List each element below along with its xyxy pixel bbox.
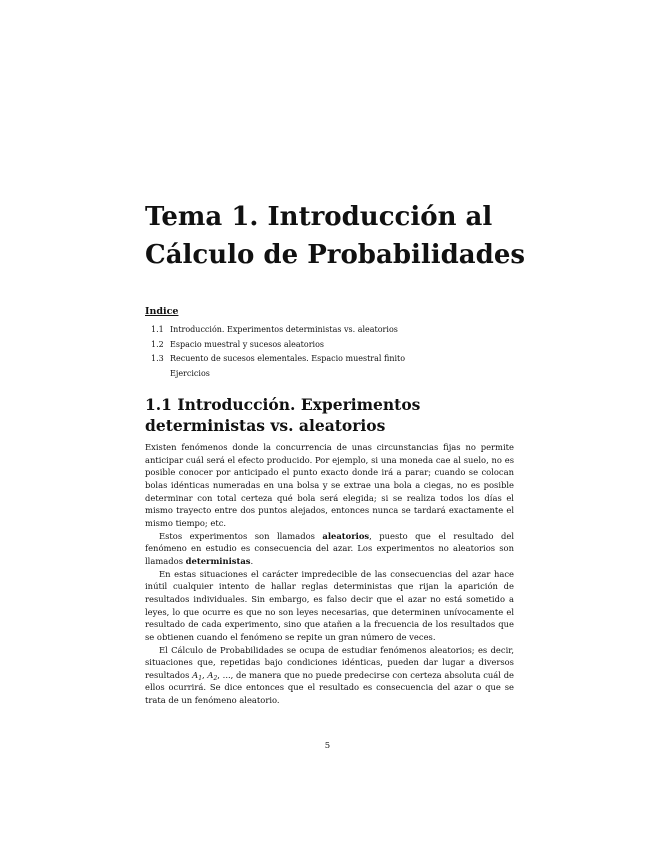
paragraph-4-text-a: El Cálculo de Probabilidades se ocupa de estudiar fenómenos aleatorios; es decir, situaciones que, repetidas bajo condiciones idénticas, pueden dar lugar a diversos resultados	[145, 644, 514, 680]
paragraph-2-text-a: Estos experimentos son llamados	[159, 530, 323, 541]
term-deterministas: deterministas	[185, 555, 251, 566]
chapter-title	[145, 198, 535, 274]
math-variable-a2	[207, 670, 217, 680]
toc-item-ejercicios[interactable]	[170, 367, 525, 382]
toc-item-label: Ejercicios	[170, 368, 210, 378]
math-subscript: 1	[198, 674, 203, 682]
toc-item-label: Espacio muestral y sucesos aleatorios	[170, 339, 324, 349]
toc-item-number: 1.2	[151, 339, 164, 349]
section-title: 1.1 Introducción. Experimentos deterministas vs. aleatorios	[145, 395, 421, 435]
math-variable-a1	[192, 670, 202, 680]
toc-heading: Indice	[145, 306, 179, 317]
paragraph-1: Existen fenómenos donde la concurrencia de unas circunstancias fijas no permite anticipar cuál será el efecto producido. Por ejemplo, si una moneda cae al suelo, no es posible conocer por anticipado el punto exacto donde irá a parar; cuando se colocan bolas idénticas numeradas en una bolsa y se extrae una bola a ciegas, no es posible determinar con total certeza qué bola será elegida; si se realiza todos los días el mismo trayecto entre dos puntos alejados, entonces nunca se tardará exactamente el mismo tiempo; etc.	[145, 442, 514, 528]
chapter-title-line-2: Cálculo de Probabilidades	[145, 240, 526, 270]
math-symbol: A	[192, 669, 199, 680]
math-separator: ,	[202, 669, 208, 680]
toc-item-1-1[interactable]	[151, 323, 525, 338]
math-subscript: 2	[213, 674, 218, 682]
section-body	[145, 441, 514, 707]
page-number: 5	[324, 741, 331, 751]
toc-item-1-2[interactable]	[151, 338, 525, 353]
toc-item-label: Recuento de sucesos elementales. Espacio muestral finito	[170, 354, 406, 363]
toc-list	[145, 323, 525, 381]
term-aleatorios: aleatorios	[322, 530, 370, 541]
toc-item-number: 1.1	[151, 325, 164, 334]
paragraph-2-text-c: .	[250, 555, 254, 566]
toc-item-number: 1.3	[151, 354, 164, 363]
toc-item-label: Introducción. Experimentos deterministas vs. aleatorios	[170, 325, 398, 334]
paragraph-3: En estas situaciones el carácter impredecible de las consecuencias del azar hace inútil cualquier intento de hallar reglas deterministas que rijan la aparición de resultados individuales. Sin embargo, es falso decir que el azar no está sometido a leyes, lo que ocurre es que no son leyes necesarias, que determinen unívocamente el resultado de cada experimento, sino que atañen a la frecuencia de los resultados que se obtienen cuando el fenómeno se repite un gran número de veces.	[145, 568, 514, 642]
chapter-title-line-1: Tema 1. Introducción al	[145, 202, 493, 232]
paragraph-2	[145, 530, 514, 568]
paragraph-2-text-b: , puesto que el resultado del fenómeno en estudio es consecuencia del azar. Los experimentos no aleatorios son llamados	[145, 530, 514, 566]
table-of-contents	[145, 306, 525, 381]
paragraph-4-text-b: , ..., de manera que no puede predecirse con certeza absoluta cuál de ellos ocurrirá. Se dice entonces que el resultado es consecuencia del azar o que se trata de un fenómeno aleatorio.	[145, 669, 515, 706]
math-symbol: A	[207, 669, 214, 680]
toc-item-1-3[interactable]	[151, 352, 525, 367]
paragraph-4	[145, 644, 514, 707]
